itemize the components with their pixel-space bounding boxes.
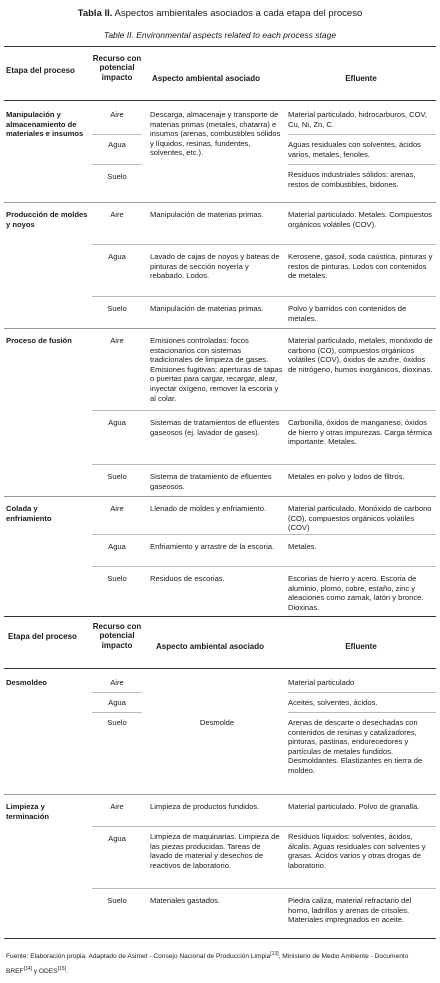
- resource-cell: Agua: [108, 834, 126, 843]
- resource-cell: Suelo: [107, 718, 127, 727]
- resource-cell: Suelo: [107, 896, 127, 905]
- aspect-cell: Lavado de cajas de noyos y bateas de pinturas de sección noyería y rebabado. Lodos.: [150, 252, 280, 281]
- effluent-cell: Carbonilla, óxidos de manganeso, óxidos de hierro y otras impurezas. Carga térmica importante. Metales.: [288, 418, 432, 447]
- effluent-cell: Material particulado, metales, monóxido de carbono (CO), compuestos orgánicos volátiles (COV), óxidos de azufre, óxidos de nitrógeno, humos inorgánicos, dioxinas.: [288, 336, 433, 374]
- resource-cell: Agua: [108, 252, 126, 261]
- effluent-cell: Kerosene, gasoil, soda caústica, pinturas y restos de pinturas. Lodos con contenidos de metales.: [288, 252, 433, 281]
- resource-cell: Aire: [110, 504, 124, 513]
- resource-cell: Agua: [108, 542, 126, 551]
- header-aspect: Aspecto ambiental asociado: [152, 74, 261, 83]
- effluent-cell: Material particulado. Polvo de granalla.: [288, 802, 420, 811]
- stage-name: Desmoldeo: [6, 678, 47, 687]
- resource-cell: Agua: [108, 418, 126, 427]
- aspect-cell: Limpieza de maquinarias. Limpieza de las piezas producidas. Tareas de lavado de material y desechos de reactivos de laboratorio.: [150, 832, 280, 870]
- resource-cell: Agua: [108, 698, 126, 707]
- stage-name: Producción de moldes y noyos: [6, 210, 88, 229]
- resource-cell: Suelo: [107, 304, 127, 313]
- effluent-cell: Material particulado, hidrocarburos, COV, Cu, Ni, Zn, C.: [288, 110, 428, 129]
- header-effluent: Efluente: [345, 642, 377, 651]
- effluent-cell: Arenas de descarte o desechadas con contenidos de resinas y catalizadores, pinturas, pastinas, endurecedores y partículas de metales fundidos. Desmoldantes. Elastizantes en tierra de moldeo.: [288, 718, 423, 775]
- aspect-cell: Llenado de moldes y enfriamiento.: [150, 504, 267, 513]
- resource-cell: Suelo: [107, 574, 127, 583]
- header-aspect: Aspecto ambiental asociado: [156, 642, 265, 651]
- aspect-cell: Descarga, almacenaje y transporte de materias primas (metales, chatarra) e insumos (arenas, combustibles sólidos y líquidos, resinas, fundentes, solventes, etc.).: [150, 110, 281, 158]
- resource-cell: Aire: [110, 110, 124, 119]
- aspect-cell: Residuos de escorias.: [150, 574, 225, 583]
- aspect-cell: Manipulación de materias primas.: [150, 210, 264, 219]
- resource-cell: Agua: [108, 140, 126, 149]
- aspect-cell: Sistema de tratamiento de efluentes gaseosos.: [150, 472, 272, 491]
- effluent-cell: Aguas residuales con solventes, ácidos varios, metales, fenoles.: [288, 140, 421, 159]
- stage-name: Proceso de fusión: [6, 336, 72, 345]
- resource-cell: Aire: [110, 210, 124, 219]
- aspect-cell: Enfriamiento y arrastre de la escoria.: [150, 542, 275, 551]
- header-effluent: Efluente: [345, 74, 377, 83]
- header-resource: Recurso con potencial impacto: [92, 54, 142, 82]
- stage-name: Limpieza y terminación: [6, 802, 50, 821]
- aspect-cell: Materiales gastados.: [150, 896, 221, 905]
- aspect-cell: Sistemas de tratamientos de efluentes gaseosos (ej. lavador de gases).: [150, 418, 280, 437]
- effluent-cell: Material particulado. Monóxido de carbono (CO), compuestos orgánicos volátiles (COV): [288, 504, 432, 533]
- effluent-cell: Material particulado: [288, 678, 355, 687]
- effluent-cell: Metales en polvo y lodos de filtros.: [288, 472, 405, 481]
- aspect-cell: Emisiones controladas: focos estacionarios con sistemas tradicionales de limpieza de gases. Emisiones fugitivas: aperturas de tapas o puertas para cargar, recargar, alear, inyectar oxígeno, remover la escoria y al colar.: [150, 336, 283, 403]
- effluent-cell: Metales.: [288, 542, 317, 551]
- resource-cell: Aire: [110, 678, 124, 687]
- aspect-cell: Limpieza de productos fundidos.: [150, 802, 260, 811]
- shared-aspect-cell: Desmolde: [199, 718, 235, 727]
- stage-name: Colada y enfriamiento: [6, 504, 52, 523]
- effluent-cell: Material particulado. Metales. Compuestos orgánicos volátiles (COV).: [288, 210, 432, 229]
- resource-cell: Suelo: [107, 172, 127, 181]
- effluent-cell: Residuos industriales sólidos: arenas, restos de combustibles, bidones.: [288, 170, 416, 189]
- effluent-cell: Residuos líquidos: solventes, ácidos, álcalis. Aguas residuales con solventes y grasas. Ácidos varios y otras drogas de laboratorio.: [288, 832, 426, 870]
- effluent-cell: Escorias de hierro y acero. Escoria de aluminio, plomo, cobre, estaño, zinc y aleaciones como zamak, latón y bronce. Dioxinas.: [288, 574, 424, 612]
- effluent-cell: Piedra caliza, material refractario del horno, ladrillos y arenas de crisoles. Materiales impregnados en aceite.: [288, 896, 412, 925]
- table-title: Tabla II. Aspectos ambientales asociados a cada etapa del proceso: [77, 8, 363, 19]
- aspect-cell: Manipulación de materias primas.: [150, 304, 264, 313]
- effluent-cell: Polvo y barridos con contenidos de metales.: [288, 304, 407, 323]
- stage-name: Manipulación y almacenamiento de materiales e insumos: [6, 110, 84, 139]
- source-footnote: Fuente: Elaboración propia. Adaptado de Asimet - Consejo Nacional de Producción Limpia[13], Ministerio de Medio Ambiente - Documento BREF[14] y ODES[15].: [6, 951, 409, 976]
- header-resource: Recurso con potencial impacto: [92, 622, 142, 650]
- header-stage: Etapa del proceso: [6, 66, 75, 75]
- resource-cell: Aire: [110, 802, 124, 811]
- resource-cell: Aire: [110, 336, 124, 345]
- resource-cell: Suelo: [107, 472, 127, 481]
- effluent-cell: Aceites, solventes, ácidos.: [288, 698, 378, 707]
- table-subtitle: Table II. Environmental aspects related to each process stage: [103, 30, 337, 40]
- header-stage: Etapa del proceso: [8, 632, 77, 641]
